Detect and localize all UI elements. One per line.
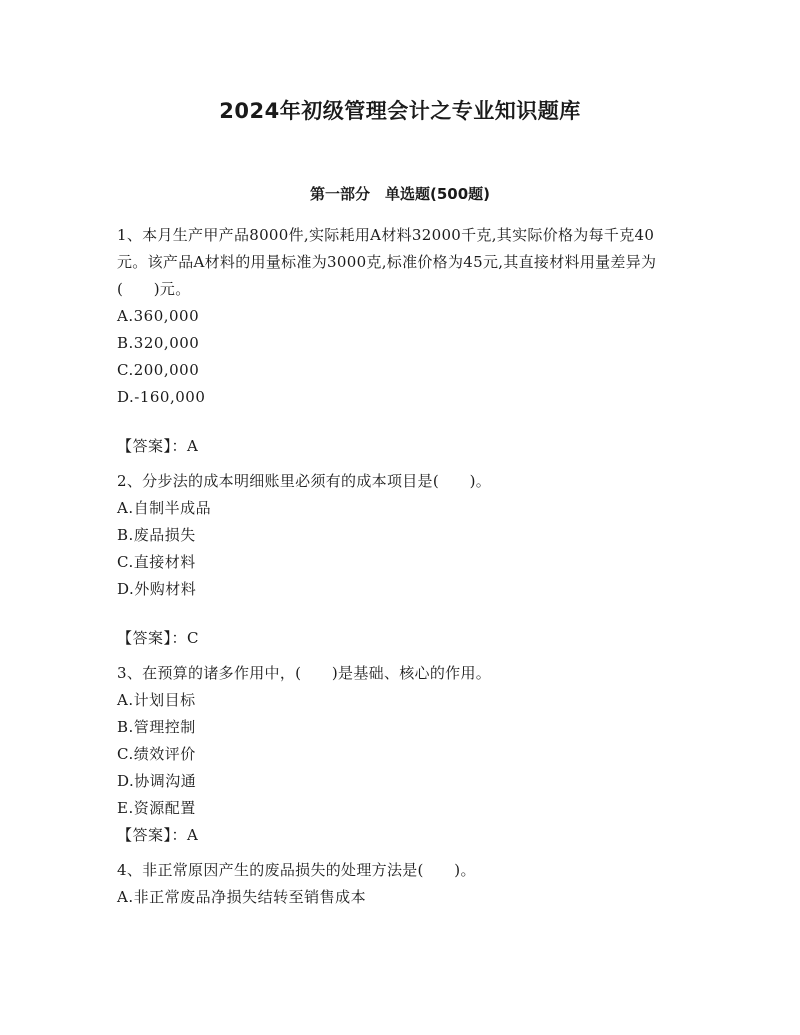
question-1 [117, 222, 677, 460]
option-c: C.200,000 [117, 361, 200, 379]
option-d: D.外购材料 [117, 580, 197, 598]
question-stem: 3、在预算的诸多作用中，( )是基础、核心的作用。 [117, 664, 492, 682]
option-d: D.-160,000 [117, 388, 206, 406]
option-a: A.360,000 [117, 307, 200, 325]
option-d: D.协调沟通 [117, 772, 197, 790]
question-3 [117, 660, 677, 849]
option-a: A.非正常废品净损失结转至销售成本 [117, 888, 367, 906]
answer-line: 【答案】：A [117, 437, 199, 455]
document-title: 2024年初级管理会计之专业知识题库 [219, 99, 581, 123]
question-list [117, 222, 677, 911]
question-2 [117, 468, 677, 652]
option-c: C.直接材料 [117, 553, 196, 571]
question-stem: 4、非正常原因产生的废品损失的处理方法是( )。 [117, 861, 476, 879]
answer-line: 【答案】：C [117, 629, 199, 647]
option-b: B.废品损失 [117, 526, 196, 544]
option-a: A.自制半成品 [117, 499, 212, 517]
option-a: A.计划目标 [117, 691, 196, 709]
answer-line: 【答案】：A [117, 826, 199, 844]
option-c: C.绩效评价 [117, 745, 196, 763]
option-e: E.资源配置 [117, 799, 196, 817]
question-stem: 1、本月生产甲产品8000件,实际耗用A材料32000千克,其实际价格为每千克40元。该产品A材料的用量标准为3000克,标准价格为45元,其直接材料用量差异为( )元。 [117, 226, 657, 298]
option-b: B.320,000 [117, 334, 200, 352]
section-title: 第一部分 单选题(500题) [309, 185, 491, 203]
question-stem: 2、分步法的成本明细账里必须有的成本项目是( )。 [117, 472, 492, 490]
option-b: B.管理控制 [117, 718, 196, 736]
question-4 [117, 857, 677, 911]
